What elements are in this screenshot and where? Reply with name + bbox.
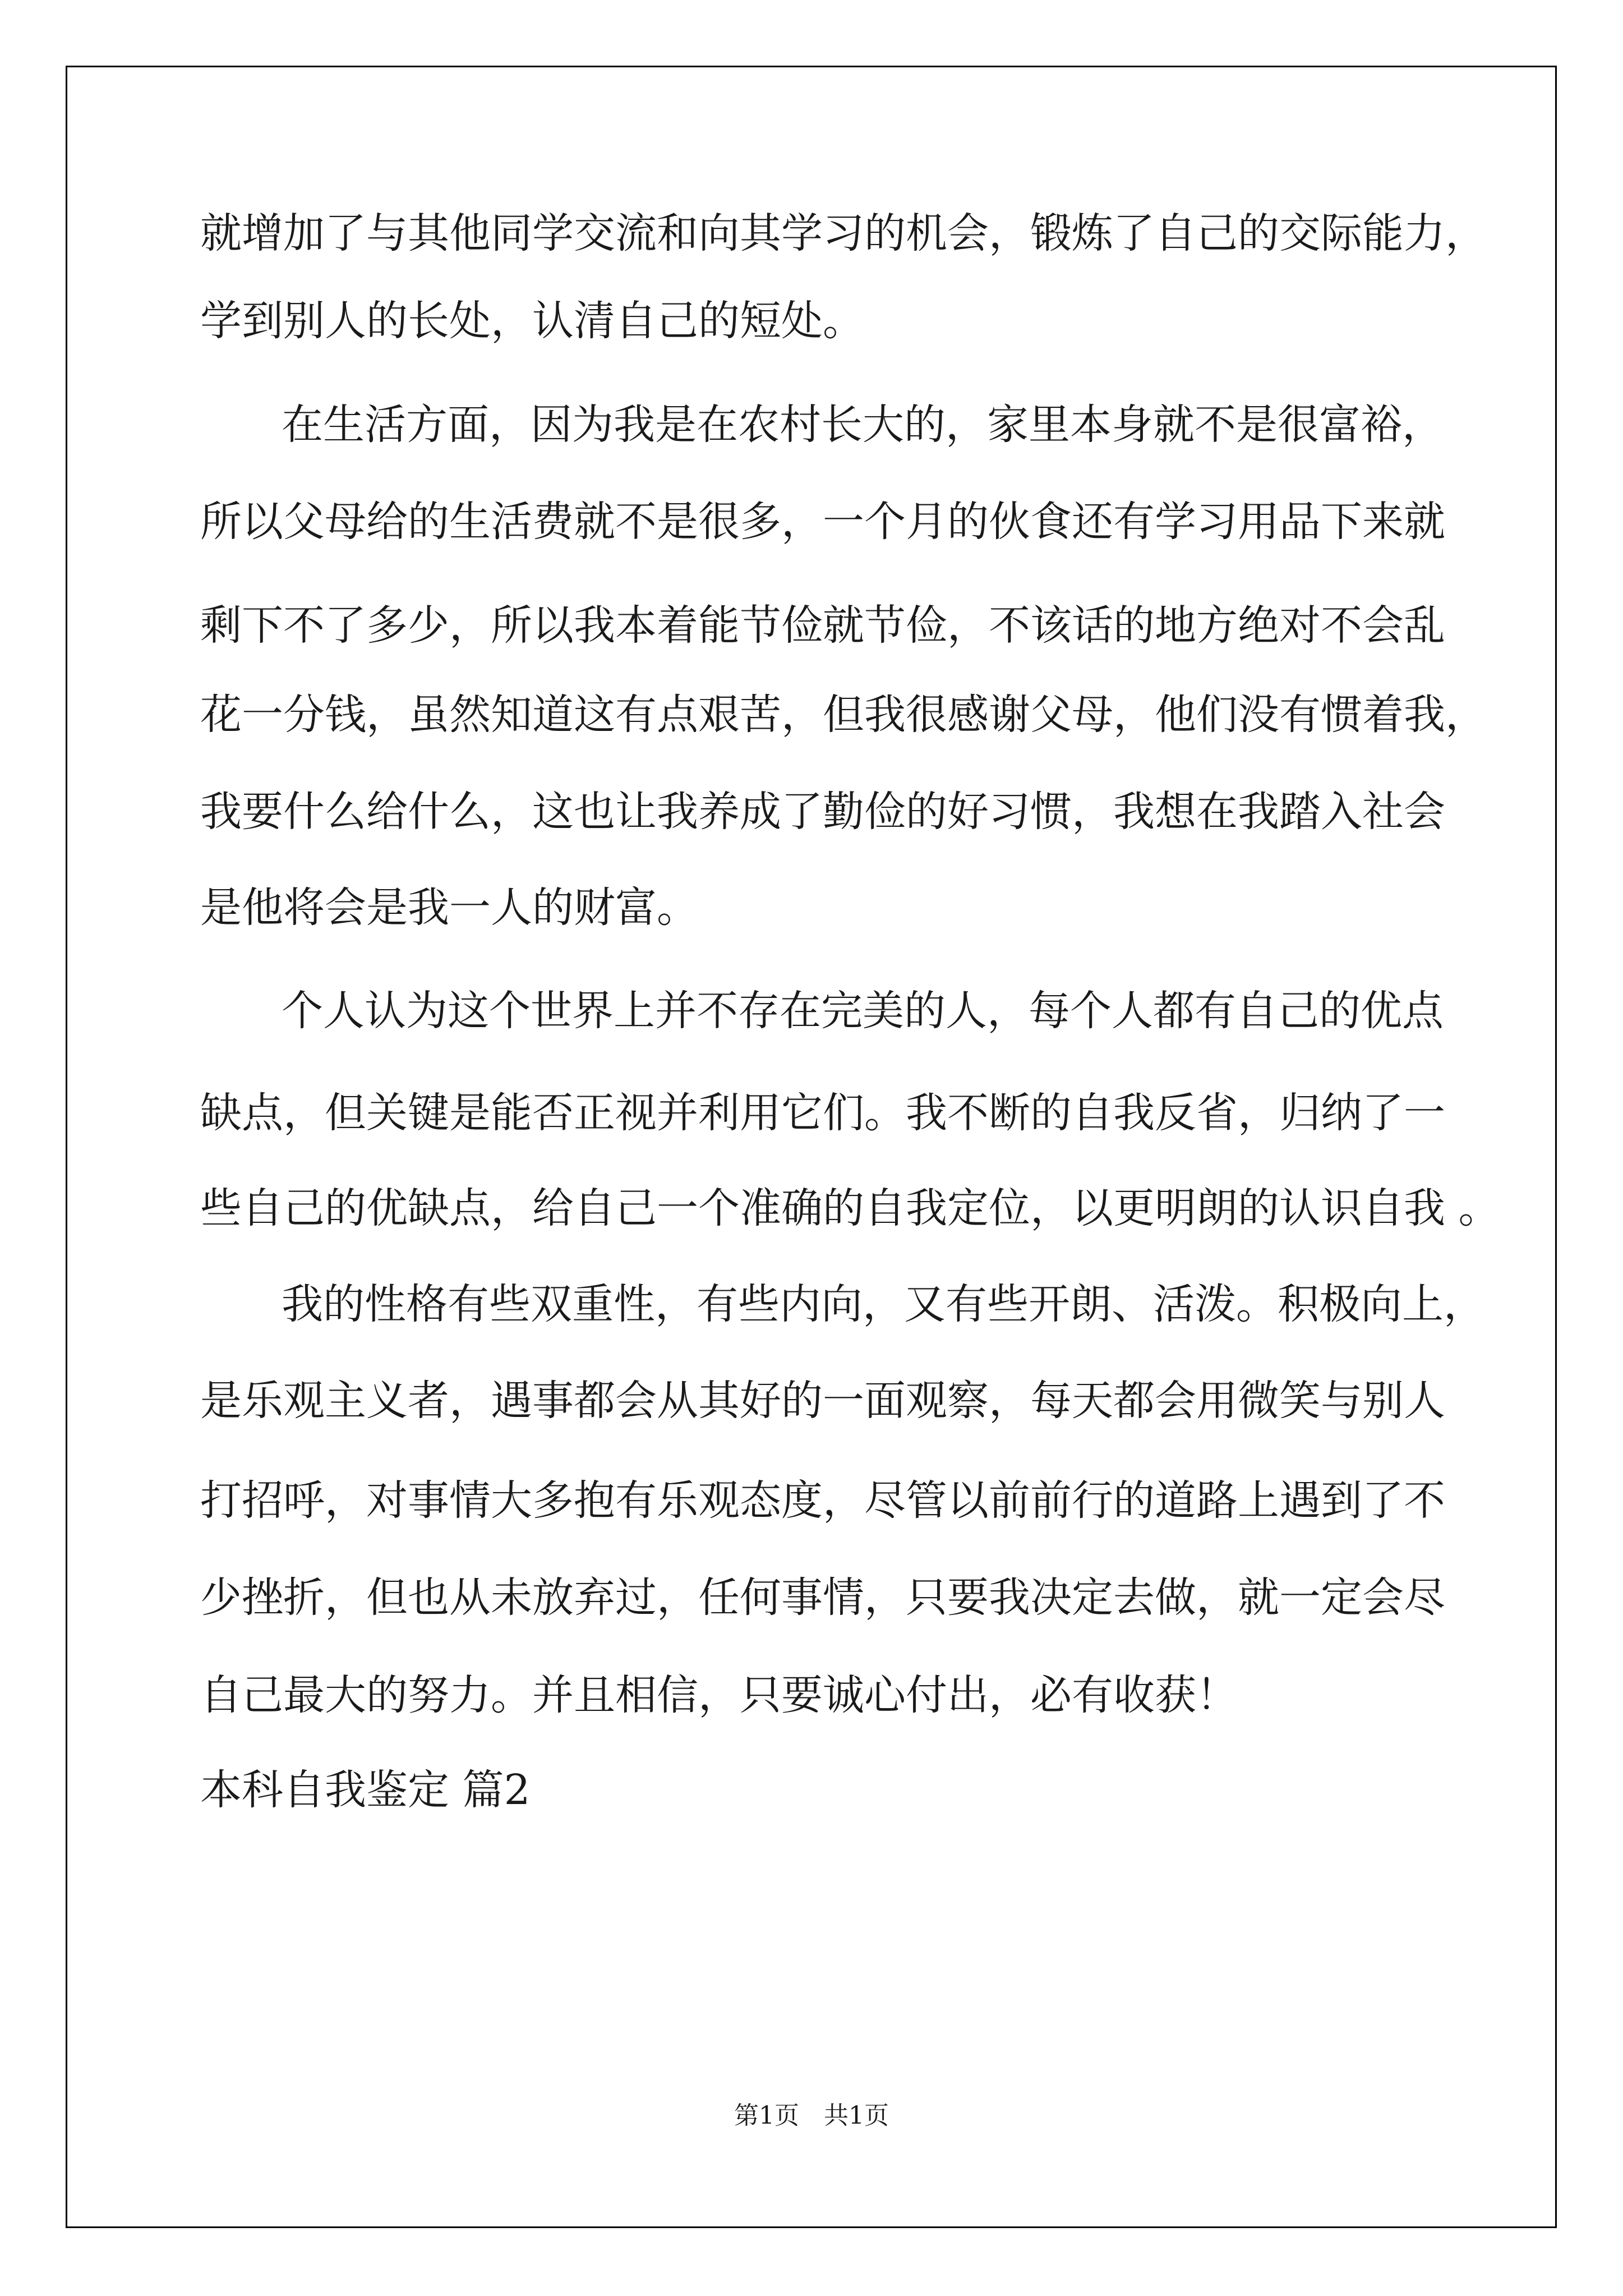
- text-line: 少挫折，但也从未放弃过，任何事情，只要我决定去做，就一定会尽: [200, 1573, 1445, 1622]
- text-line: 花一分钱，虽然知道这有点艰苦，但我很感谢父母，他们没有惯着我，: [200, 691, 1487, 739]
- text-line: 自己最大的努力。并且相信，只要诚心付出，必有收获！: [200, 1671, 1238, 1719]
- text-line: 所以父母给的生活费就不是很多，一个月的伙食还有学习用品下来就: [200, 498, 1445, 546]
- text-line: 些自己的优缺点，给自己一个准确的自我定位，以更明朗的认识自我 。: [200, 1184, 1500, 1232]
- text-line: 我要什么给什么，这也让我养成了勤俭的好习惯，我想在我踏入社会: [200, 788, 1445, 836]
- text-line: 缺点，但关键是能否正视并利用它们。我不断的自我反省，归纳了一: [200, 1089, 1445, 1137]
- page-number-footer: 第1页 共1页: [734, 2101, 889, 2130]
- section-heading: 本科自我鉴定 篇2: [200, 1766, 531, 1814]
- text-line: 学到别人的长处，认清自己的短处。: [200, 297, 864, 345]
- text-line: 就增加了与其他同学交流和向其学习的机会，锻炼了自己的交际能力，: [200, 209, 1487, 257]
- page-border: [66, 66, 1557, 2228]
- paragraph-first-line: 个人认为这个世界上并不存在完美的人，每个人都有自己的优点: [282, 987, 1444, 1035]
- paragraph-first-line: 在生活方面，因为我是在农村长大的，家里本身就不是很富裕，: [282, 401, 1444, 449]
- paragraph-first-line: 我的性格有些双重性，有些内向，又有些开朗、活泼。积极向上，: [282, 1280, 1485, 1328]
- text-line: 打招呼，对事情大多抱有乐观态度，尽管以前前行的道路上遇到了不: [200, 1476, 1445, 1525]
- text-line: 是他将会是我一人的财富。: [200, 884, 698, 932]
- text-line: 剩下不了多少，所以我本着能节俭就节俭，不该话的地方绝对不会乱: [200, 601, 1445, 650]
- text-line: 是乐观主义者，遇事都会从其好的一面观察，每天都会用微笑与别人: [200, 1377, 1445, 1425]
